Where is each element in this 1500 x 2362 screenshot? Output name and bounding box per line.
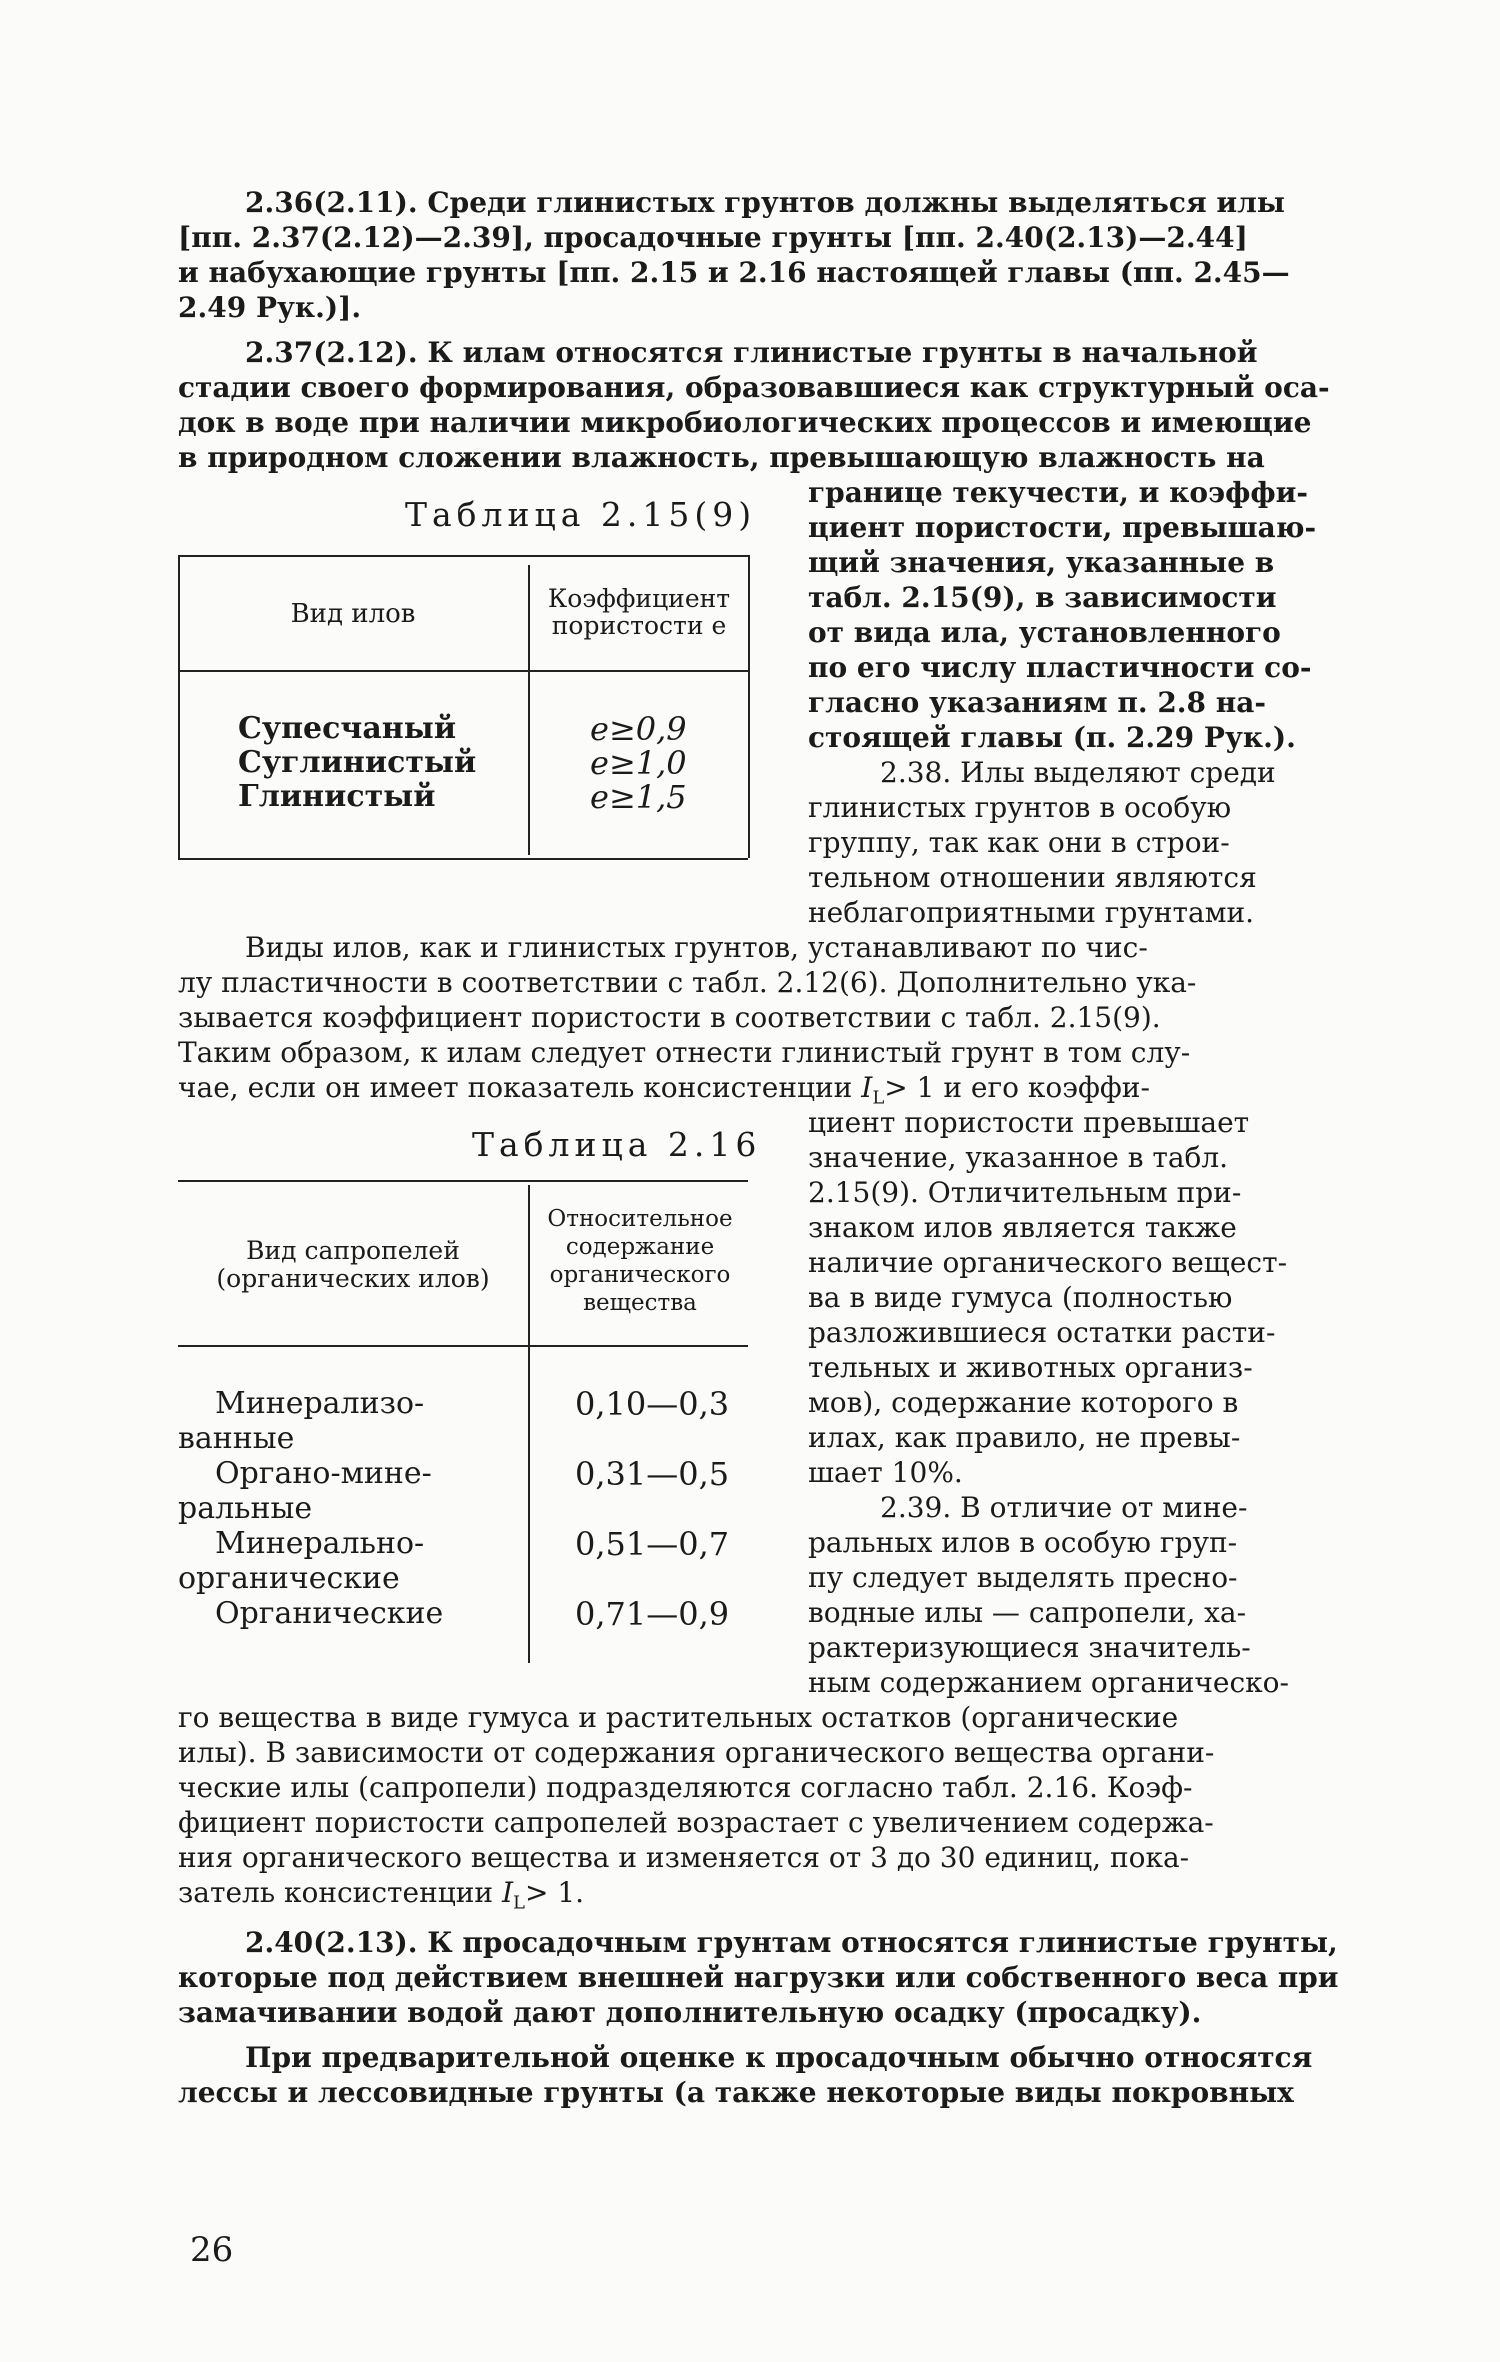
p238-side-line-4: тельном отношении являются <box>808 861 1257 894</box>
table-215-col2-header-line1: Коэффициент <box>547 584 731 613</box>
p238-side2-line-1: циент пористости превышает <box>808 1106 1250 1139</box>
table-215-row-2-name: Суглинистый <box>238 745 477 780</box>
il-subscript: L <box>872 1087 885 1109</box>
p239-side-line-3: пу следует выделять пресно- <box>808 1561 1238 1594</box>
p240-line-3: замачивании водой дают дополнительную осадку (просадку). <box>178 1996 1202 2029</box>
p239-side-line-1: 2.39. В отличие от мине- <box>880 1491 1248 1524</box>
p237-line-4: в природном сложении влажность, превышающую влажность на <box>178 441 1265 474</box>
p239-full-line-6 <box>178 1875 584 1922</box>
p237-line-2: стадии своего формирования, образовавшиеся как структурный оса- <box>178 371 1330 404</box>
table-216-row-2-name-line2: ральные <box>178 1491 313 1526</box>
il-formula <box>861 1071 935 1109</box>
p238-side2-line-5: наличие органического вещест- <box>808 1246 1288 1279</box>
p239-full-line-3: ческие илы (сапропели) подразделяются согласно табл. 2.16. Коэф- <box>178 1771 1193 1804</box>
il-gt-one-2: > 1. <box>524 1876 585 1909</box>
table-215-right-border <box>748 555 750 858</box>
p237-side-line-3: щий значения, указанные в <box>808 546 1275 579</box>
table-215-row-1-value: e≥0,9 <box>590 710 687 748</box>
il-symbol-2: I <box>501 1876 514 1909</box>
p239-full-line-2: илы). В зависимости от содержания органического вещества органи- <box>178 1736 1215 1769</box>
p240-line-1: 2.40(2.13). К просадочным грунтам относятся глинистые грунты, <box>245 1926 1338 1959</box>
table-215-col1-header: Вид илов <box>290 599 416 629</box>
p237-line-3: док в воде при наличии микробиологических процессов и имеющие <box>178 406 1312 439</box>
p238-side2-line-7: разложившиеся остатки расти- <box>808 1316 1276 1349</box>
table-216-col2-header-line3: органического <box>549 1262 731 1288</box>
p238-side2-line-4: знаком илов является также <box>808 1211 1237 1244</box>
p238-full-line-5-text: чае, если он имеет показатель консистенции <box>178 1071 853 1104</box>
table-216-row-1-name-line1: Минерализо- <box>215 1386 425 1421</box>
p239-side-line-4: водные илы — сапропели, ха- <box>808 1596 1247 1629</box>
p239-full-line-4: фициент пористости сапропелей возрастает с увеличением содержа- <box>178 1806 1214 1839</box>
p236-line-2: [пп. 2.37(2.12)—2.39], просадочные грунты [пп. 2.40(2.13)—2.44] <box>178 221 1248 254</box>
table-216-header-rule <box>178 1345 748 1347</box>
p237-side-line-5: от вида ила, установленного <box>808 616 1281 649</box>
p237-side-line-6: по его числу пластичности со- <box>808 651 1312 684</box>
p239-side-line-6: ным содержанием органическо- <box>808 1666 1289 1699</box>
p238-side2-line-8: тельных и животных организ- <box>808 1351 1253 1384</box>
table-216-caption: Таблица 2.16 <box>472 1125 762 1164</box>
table-216-row-2-name-line1: Органо-мине- <box>215 1456 432 1491</box>
il-subscript-2: L <box>513 1892 525 1914</box>
p238-side2-line-9: мов), содержание которого в <box>808 1386 1239 1419</box>
table-215-top-rule <box>178 555 748 557</box>
table-216-row-1-value: 0,10—0,3 <box>575 1385 730 1423</box>
p239-full-line-5: ния органического вещества и изменяется от 3 до 30 единиц, пока- <box>178 1841 1190 1874</box>
p238-side-line-1: 2.38. Илы выделяют среди <box>880 756 1276 789</box>
il-symbol: I <box>861 1071 873 1104</box>
p238-side2-line-3: 2.15(9). Отличительным при- <box>808 1176 1242 1209</box>
p238-full-line-3: зывается коэффициент пористости в соответствии с табл. 2.15(9). <box>178 1001 1161 1034</box>
p237-side-line-1: границе текучести, и коэффи- <box>808 476 1309 509</box>
p238-side2-line-2: значение, указанное в табл. <box>808 1141 1229 1174</box>
p238-full-line-4: Таким образом, к илам следует отнести глинистый грунт в том слу- <box>178 1036 1191 1069</box>
table-216-col2-header-line4: вещества <box>583 1290 697 1316</box>
table-216-row-3-name-line2: органические <box>178 1561 400 1596</box>
p238-full-line-5-tail: и его коэффи- <box>943 1071 1150 1104</box>
p237-side-line-8: стоящей главы (п. 2.29 Рук.). <box>808 721 1296 754</box>
table-215-row-3-name: Глинистый <box>238 779 436 814</box>
p237-side-line-4: табл. 2.15(9), в зависимости <box>808 581 1277 614</box>
table-216-row-1-name-line2: ванные <box>178 1421 295 1456</box>
p240-line-2: которые под действием внешней нагрузки или собственного веса при <box>178 1961 1339 1994</box>
p239-full-line-1: го вещества в виде гумуса и растительных остатков (органические <box>178 1701 1179 1734</box>
p238-side2-line-11: шает 10%. <box>808 1456 963 1489</box>
p238-full-line-2: лу пластичности в соответствии с табл. 2.12(6). Дополнительно ука- <box>178 966 1197 999</box>
p238-side2-line-10: илах, как правило, не превы- <box>808 1421 1241 1454</box>
table-216-top-rule <box>178 1180 748 1182</box>
il-formula-2 <box>501 1876 585 1914</box>
p241-line-2: лессы и лессовидные грунты (а также некоторые виды покровных <box>178 2076 1294 2109</box>
p239-side-line-5: рактеризующиеся значитель- <box>808 1631 1251 1664</box>
table-216-row-2-value: 0,31—0,5 <box>575 1455 730 1493</box>
p238-full-line-1: Виды илов, как и глинистых грунтов, устанавливают по чис- <box>245 931 1148 964</box>
p238-side-line-3: группу, так как они в строи- <box>808 826 1230 859</box>
p238-side-line-2: глинистых грунтов в особую <box>808 791 1232 824</box>
table-216-row-4-name: Органические <box>215 1596 444 1631</box>
p239-side-line-2: ральных илов в особую груп- <box>808 1526 1238 1559</box>
table-215-row-2-value: e≥1,0 <box>590 744 687 782</box>
table-216-col1-header-line1: Вид сапропелей <box>246 1236 460 1265</box>
p236-line-1: 2.36(2.11). Среди глинистых грунтов должны выделяться илы <box>245 186 1285 219</box>
page-number: 26 <box>190 2230 234 2270</box>
p236-line-4: 2.49 Рук.)]. <box>178 291 362 324</box>
p237-side-line-7: гласно указаниям п. 2.8 на- <box>808 686 1267 719</box>
table-216-col2-header-line2: содержание <box>565 1234 715 1260</box>
p238-side-line-5: неблагоприятными грунтами. <box>808 896 1255 929</box>
table-216-row-3-name-line1: Минерально- <box>215 1526 425 1561</box>
table-216-col2-header-line1: Относительное <box>547 1206 733 1232</box>
p237-side-line-2: циент пористости, превышаю- <box>808 511 1317 544</box>
il-gt-one: > 1 <box>884 1071 935 1104</box>
p239-full-line-6-text: затель консистенции <box>178 1876 494 1909</box>
table-215-row-3-value: e≥1,5 <box>590 778 687 816</box>
p237-line-1: 2.37(2.12). К илам относятся глинистые грунты в начальной <box>245 336 1258 369</box>
table-215-row-1-name: Супесчаный <box>238 711 457 746</box>
table-216-row-3-value: 0,51—0,7 <box>575 1525 730 1563</box>
table-215-bottom-rule <box>178 858 748 860</box>
p241-line-1: При предварительной оценке к просадочным обычно относятся <box>245 2041 1313 2074</box>
p238-side2-line-6: ва в виде гумуса (полностью <box>808 1281 1233 1314</box>
table-215-col2-header-line2: пористости e <box>551 611 727 640</box>
table-215-header-rule <box>178 670 748 672</box>
p236-line-3: и набухающие грунты [пп. 2.15 и 2.16 настоящей главы (пп. 2.45— <box>178 256 1290 289</box>
table-216-row-4-value: 0,71—0,9 <box>575 1595 730 1633</box>
table-216-col1-header-line2: (органических илов) <box>216 1264 490 1293</box>
table-215-caption: Таблица 2.15(9) <box>405 495 757 534</box>
